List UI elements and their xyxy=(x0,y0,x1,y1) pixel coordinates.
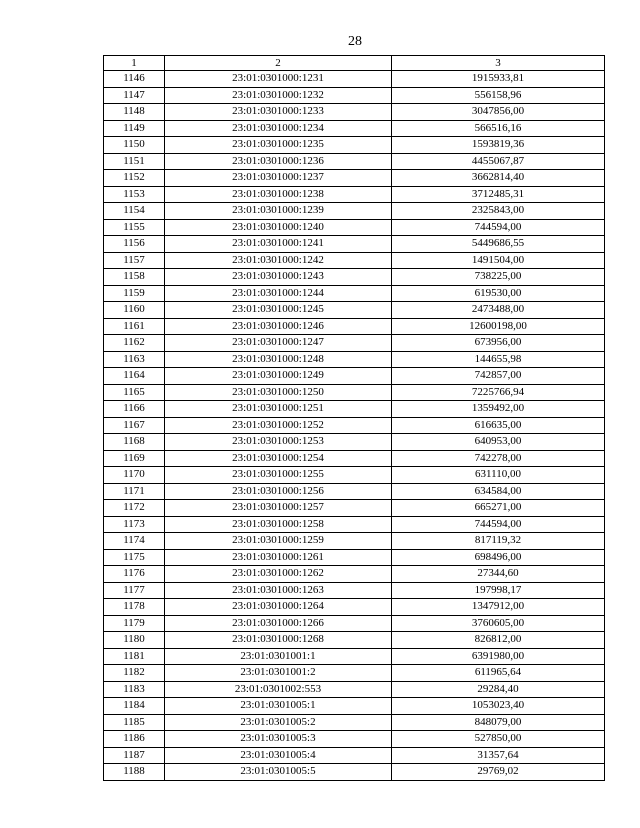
row-number-cell: 1178 xyxy=(104,599,165,616)
table-row xyxy=(104,450,605,467)
cadastral-number-cell: 23:01:0301000:1237 xyxy=(165,170,392,187)
cadastral-number-cell: 23:01:0301000:1253 xyxy=(165,434,392,451)
cadastral-value-cell: 556158,96 xyxy=(392,87,605,104)
row-number-cell: 1154 xyxy=(104,203,165,220)
table-row xyxy=(104,384,605,401)
cadastral-number-cell: 23:01:0301000:1235 xyxy=(165,137,392,154)
row-number-cell: 1176 xyxy=(104,566,165,583)
row-number-cell: 1147 xyxy=(104,87,165,104)
cadastral-value-cell: 1347912,00 xyxy=(392,599,605,616)
row-number-cell: 1185 xyxy=(104,714,165,731)
cadastral-number-cell: 23:01:0301000:1251 xyxy=(165,401,392,418)
cadastral-number-cell: 23:01:0301001:2 xyxy=(165,665,392,682)
cadastral-number-cell: 23:01:0301000:1238 xyxy=(165,186,392,203)
row-number-cell: 1183 xyxy=(104,681,165,698)
cadastral-number-cell: 23:01:0301000:1256 xyxy=(165,483,392,500)
table-row xyxy=(104,153,605,170)
table-row xyxy=(104,698,605,715)
row-number-cell: 1151 xyxy=(104,153,165,170)
cadastral-number-cell: 23:01:0301000:1252 xyxy=(165,417,392,434)
cadastral-number-cell: 23:01:0301000:1255 xyxy=(165,467,392,484)
cadastral-number-cell: 23:01:0301000:1261 xyxy=(165,549,392,566)
cadastral-number-cell: 23:01:0301000:1233 xyxy=(165,104,392,121)
row-number-cell: 1170 xyxy=(104,467,165,484)
table-row xyxy=(104,533,605,550)
table-row xyxy=(104,731,605,748)
table-row xyxy=(104,714,605,731)
cadastral-value-cell: 744594,00 xyxy=(392,219,605,236)
table-row xyxy=(104,71,605,88)
cadastral-value-cell: 744594,00 xyxy=(392,516,605,533)
table-row xyxy=(104,681,605,698)
row-number-cell: 1153 xyxy=(104,186,165,203)
table-row xyxy=(104,120,605,137)
row-number-cell: 1152 xyxy=(104,170,165,187)
row-number-cell: 1177 xyxy=(104,582,165,599)
cadastral-value-cell: 1053023,40 xyxy=(392,698,605,715)
table-row xyxy=(104,335,605,352)
row-number-cell: 1180 xyxy=(104,632,165,649)
cadastral-value-cell: 848079,00 xyxy=(392,714,605,731)
cadastral-value-cell: 1491504,00 xyxy=(392,252,605,269)
row-number-cell: 1184 xyxy=(104,698,165,715)
table-row xyxy=(104,599,605,616)
row-number-cell: 1146 xyxy=(104,71,165,88)
cadastral-number-cell: 23:01:0301000:1249 xyxy=(165,368,392,385)
cadastral-number-cell: 23:01:0301000:1262 xyxy=(165,566,392,583)
row-number-cell: 1162 xyxy=(104,335,165,352)
cadastral-number-cell: 23:01:0301000:1241 xyxy=(165,236,392,253)
cadastral-value-cell: 738225,00 xyxy=(392,269,605,286)
row-number-cell: 1164 xyxy=(104,368,165,385)
cadastral-value-cell: 616635,00 xyxy=(392,417,605,434)
table-row xyxy=(104,648,605,665)
cadastral-value-cell: 631110,00 xyxy=(392,467,605,484)
cadastral-value-cell: 665271,00 xyxy=(392,500,605,517)
cadastral-value-cell: 1593819,36 xyxy=(392,137,605,154)
cadastral-number-cell: 23:01:0301005:5 xyxy=(165,764,392,781)
table-row xyxy=(104,434,605,451)
cadastral-number-cell: 23:01:0301005:3 xyxy=(165,731,392,748)
cadastral-number-cell: 23:01:0301000:1258 xyxy=(165,516,392,533)
table-row xyxy=(104,219,605,236)
cadastral-value-cell: 566516,16 xyxy=(392,120,605,137)
row-number-cell: 1171 xyxy=(104,483,165,500)
row-number-cell: 1166 xyxy=(104,401,165,418)
cadastral-value-cell: 619530,00 xyxy=(392,285,605,302)
cadastral-value-cell: 817119,32 xyxy=(392,533,605,550)
cadastral-value-cell: 2473488,00 xyxy=(392,302,605,319)
cadastral-number-cell: 23:01:0301000:1248 xyxy=(165,351,392,368)
cadastral-number-cell: 23:01:0301000:1247 xyxy=(165,335,392,352)
row-number-cell: 1186 xyxy=(104,731,165,748)
cadastral-number-cell: 23:01:0301000:1266 xyxy=(165,615,392,632)
table-row xyxy=(104,269,605,286)
cadastral-number-cell: 23:01:0301000:1268 xyxy=(165,632,392,649)
table-row xyxy=(104,203,605,220)
cadastral-value-cell: 4455067,87 xyxy=(392,153,605,170)
cadastral-value-cell: 29769,02 xyxy=(392,764,605,781)
table-row xyxy=(104,302,605,319)
table-row xyxy=(104,500,605,517)
cadastral-value-cell: 527850,00 xyxy=(392,731,605,748)
column-header-value: 3 xyxy=(392,56,605,71)
row-number-cell: 1179 xyxy=(104,615,165,632)
table-row xyxy=(104,401,605,418)
cadastral-number-cell: 23:01:0301000:1263 xyxy=(165,582,392,599)
cadastral-value-cell: 673956,00 xyxy=(392,335,605,352)
cadastral-number-cell: 23:01:0301000:1245 xyxy=(165,302,392,319)
cadastral-value-cell: 634584,00 xyxy=(392,483,605,500)
table-row xyxy=(104,632,605,649)
table-row xyxy=(104,318,605,335)
row-number-cell: 1174 xyxy=(104,533,165,550)
cadastral-number-cell: 23:01:0301000:1257 xyxy=(165,500,392,517)
table-row xyxy=(104,764,605,781)
row-number-cell: 1167 xyxy=(104,417,165,434)
row-number-cell: 1169 xyxy=(104,450,165,467)
row-number-cell: 1148 xyxy=(104,104,165,121)
cadastral-number-cell: 23:01:0301000:1254 xyxy=(165,450,392,467)
cadastral-number-cell: 23:01:0301001:1 xyxy=(165,648,392,665)
table-row xyxy=(104,170,605,187)
table-row xyxy=(104,285,605,302)
row-number-cell: 1181 xyxy=(104,648,165,665)
cadastral-number-cell: 23:01:0301000:1239 xyxy=(165,203,392,220)
table-row xyxy=(104,467,605,484)
cadastral-value-cell: 1915933,81 xyxy=(392,71,605,88)
table-header-row xyxy=(104,56,605,71)
cadastral-value-cell: 7225766,94 xyxy=(392,384,605,401)
cadastral-value-cell: 2325843,00 xyxy=(392,203,605,220)
cadastral-number-cell: 23:01:0301000:1264 xyxy=(165,599,392,616)
cadastral-value-cell: 826812,00 xyxy=(392,632,605,649)
row-number-cell: 1175 xyxy=(104,549,165,566)
cadastral-value-cell: 742857,00 xyxy=(392,368,605,385)
table-row xyxy=(104,137,605,154)
row-number-cell: 1172 xyxy=(104,500,165,517)
row-number-cell: 1158 xyxy=(104,269,165,286)
cadastral-number-cell: 23:01:0301000:1236 xyxy=(165,153,392,170)
table-row xyxy=(104,252,605,269)
row-number-cell: 1187 xyxy=(104,747,165,764)
cadastral-value-table xyxy=(103,55,605,781)
cadastral-value-cell: 5449686,55 xyxy=(392,236,605,253)
cadastral-value-cell: 3047856,00 xyxy=(392,104,605,121)
cadastral-number-cell: 23:01:0301000:1242 xyxy=(165,252,392,269)
row-number-cell: 1188 xyxy=(104,764,165,781)
row-number-cell: 1165 xyxy=(104,384,165,401)
table-row xyxy=(104,104,605,121)
row-number-cell: 1159 xyxy=(104,285,165,302)
cadastral-value-cell: 640953,00 xyxy=(392,434,605,451)
cadastral-value-cell: 6391980,00 xyxy=(392,648,605,665)
cadastral-value-cell: 3712485,31 xyxy=(392,186,605,203)
row-number-cell: 1161 xyxy=(104,318,165,335)
cadastral-value-cell: 27344,60 xyxy=(392,566,605,583)
cadastral-number-cell: 23:01:0301005:2 xyxy=(165,714,392,731)
row-number-cell: 1157 xyxy=(104,252,165,269)
cadastral-value-cell: 3662814,40 xyxy=(392,170,605,187)
table-row xyxy=(104,483,605,500)
table-row xyxy=(104,186,605,203)
cadastral-value-cell: 698496,00 xyxy=(392,549,605,566)
row-number-cell: 1149 xyxy=(104,120,165,137)
table-row xyxy=(104,351,605,368)
row-number-cell: 1182 xyxy=(104,665,165,682)
cadastral-number-cell: 23:01:0301000:1244 xyxy=(165,285,392,302)
cadastral-value-cell: 31357,64 xyxy=(392,747,605,764)
table-row xyxy=(104,516,605,533)
cadastral-value-cell: 3760605,00 xyxy=(392,615,605,632)
row-number-cell: 1173 xyxy=(104,516,165,533)
cadastral-number-cell: 23:01:0301000:1240 xyxy=(165,219,392,236)
table-row xyxy=(104,615,605,632)
cadastral-number-cell: 23:01:0301005:4 xyxy=(165,747,392,764)
cadastral-number-cell: 23:01:0301000:1250 xyxy=(165,384,392,401)
cadastral-value-cell: 197998,17 xyxy=(392,582,605,599)
cadastral-value-cell: 1359492,00 xyxy=(392,401,605,418)
cadastral-number-cell: 23:01:0301000:1243 xyxy=(165,269,392,286)
cadastral-value-cell: 29284,40 xyxy=(392,681,605,698)
table-row xyxy=(104,549,605,566)
row-number-cell: 1155 xyxy=(104,219,165,236)
cadastral-number-cell: 23:01:0301000:1246 xyxy=(165,318,392,335)
column-header-number: 1 xyxy=(104,56,165,71)
cadastral-value-cell: 144655,98 xyxy=(392,351,605,368)
row-number-cell: 1160 xyxy=(104,302,165,319)
table-row xyxy=(104,368,605,385)
table-row xyxy=(104,582,605,599)
page-number: 28 xyxy=(348,34,362,49)
cadastral-number-cell: 23:01:0301000:1259 xyxy=(165,533,392,550)
cadastral-value-cell: 742278,00 xyxy=(392,450,605,467)
row-number-cell: 1168 xyxy=(104,434,165,451)
cadastral-number-cell: 23:01:0301002:553 xyxy=(165,681,392,698)
table-row xyxy=(104,747,605,764)
cadastral-number-cell: 23:01:0301000:1231 xyxy=(165,71,392,88)
cadastral-number-cell: 23:01:0301005:1 xyxy=(165,698,392,715)
table-row xyxy=(104,87,605,104)
table-body xyxy=(104,71,605,781)
row-number-cell: 1156 xyxy=(104,236,165,253)
table-row xyxy=(104,665,605,682)
cadastral-value-cell: 611965,64 xyxy=(392,665,605,682)
table-row xyxy=(104,417,605,434)
table-row xyxy=(104,566,605,583)
row-number-cell: 1163 xyxy=(104,351,165,368)
row-number-cell: 1150 xyxy=(104,137,165,154)
table-row xyxy=(104,236,605,253)
cadastral-number-cell: 23:01:0301000:1234 xyxy=(165,120,392,137)
column-header-cadastral-number: 2 xyxy=(165,56,392,71)
cadastral-value-cell: 12600198,00 xyxy=(392,318,605,335)
cadastral-number-cell: 23:01:0301000:1232 xyxy=(165,87,392,104)
